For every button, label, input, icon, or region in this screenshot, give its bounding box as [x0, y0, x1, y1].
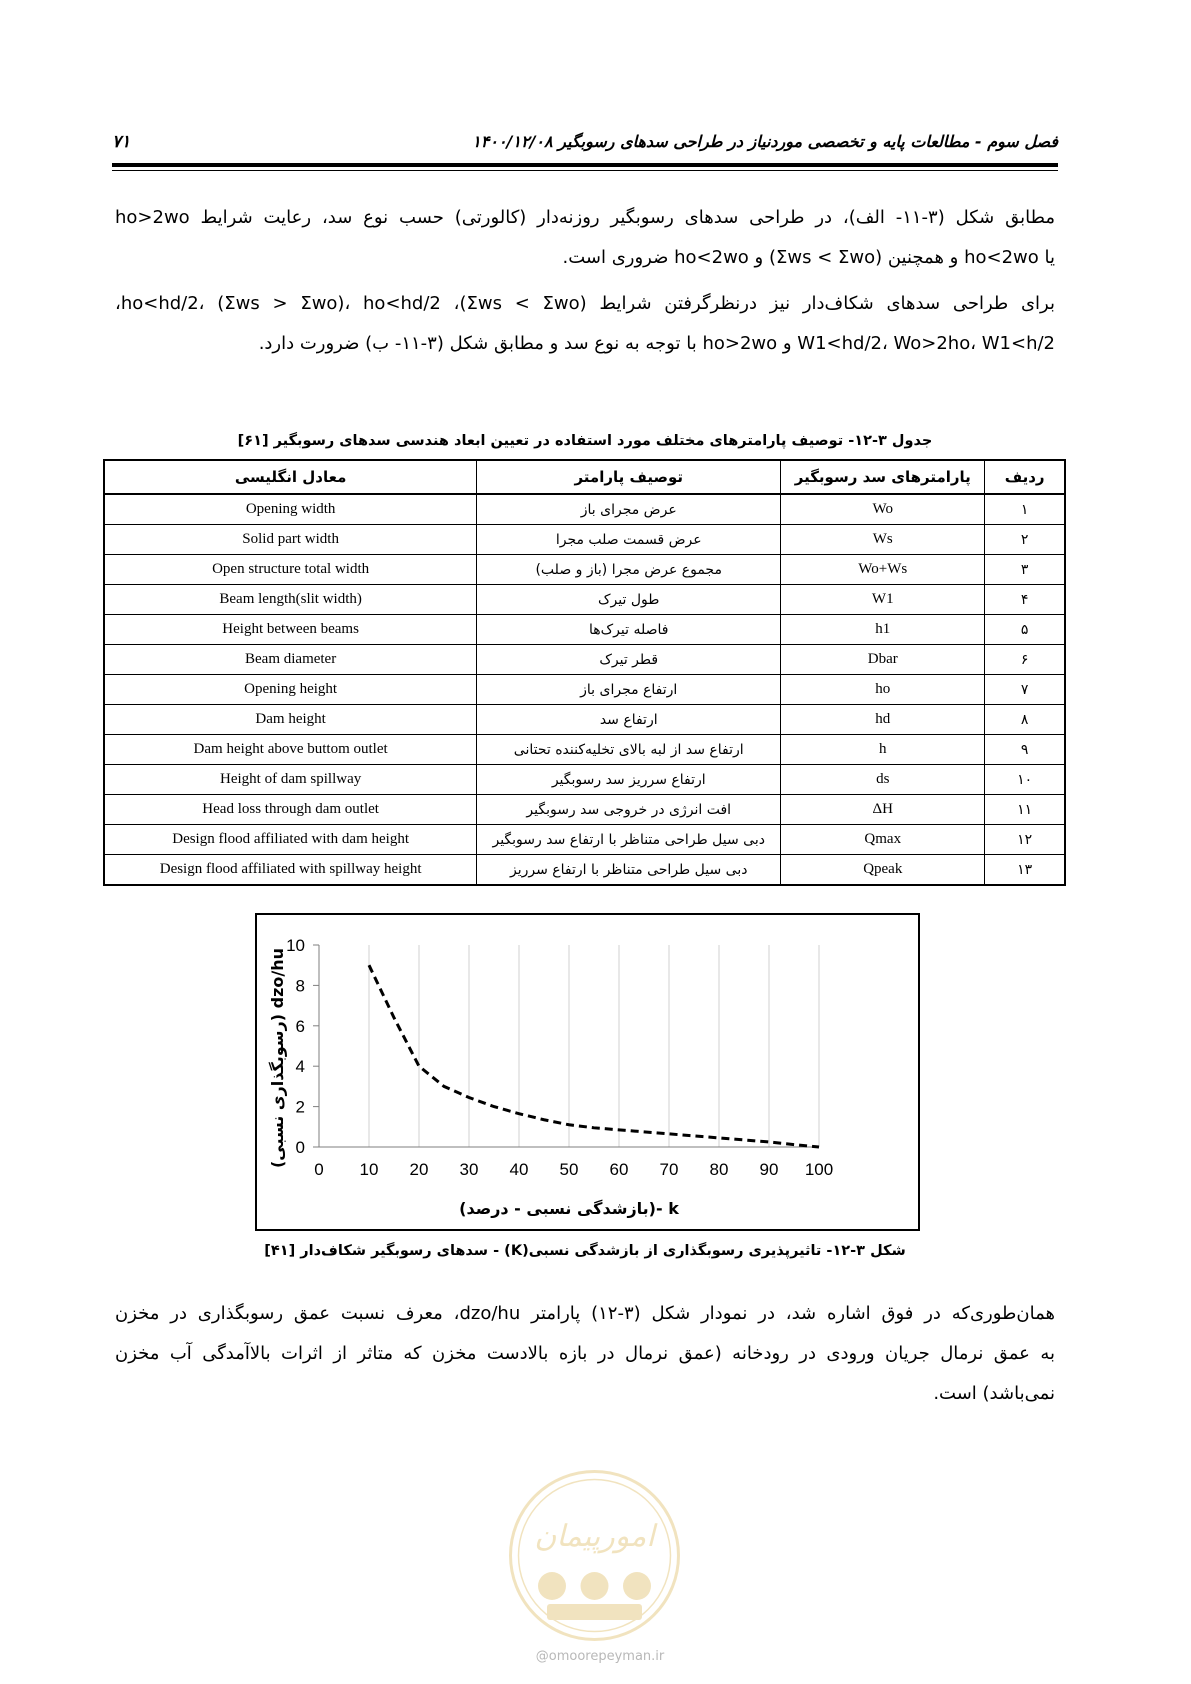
row-number-cell: ۲: [985, 525, 1065, 555]
header-rule-thin: [112, 170, 1058, 171]
header-title: فصل سوم - مطالعات پایه و تخصصی موردنیاز در طراحی سدهای رسوبگیر ۱۴۰۰/۱۲/۰۸: [472, 132, 1058, 151]
x-axis-label: k -(بازشدگی نسبی - درصد): [459, 1199, 679, 1218]
x-tick-label: 60: [609, 1160, 629, 1179]
x-tick-label: 80: [709, 1160, 729, 1179]
english-name-cell: Dam height above buttom outlet: [104, 735, 477, 765]
english-name-cell: Height of dam spillway: [104, 765, 477, 795]
x-tick-label: 50: [559, 1160, 579, 1179]
description-cell: ارتفاع مجرای باز: [477, 675, 781, 705]
row-number-cell: ۴: [985, 585, 1065, 615]
relative-deposition-chart: [257, 915, 918, 1229]
english-name-cell: Head loss through dam outlet: [104, 795, 477, 825]
paragraph-line: نمی‌باشد) است.: [933, 1383, 1055, 1404]
table-row: [104, 675, 1065, 705]
description-cell: مجموع عرض مجرا (باز و صلب): [477, 555, 781, 585]
description-cell: ارتفاع سد از لبه بالای تخلیه‌کننده تحتانی: [477, 735, 781, 765]
parameter-symbol-cell: ΔH: [781, 795, 985, 825]
header-parameter: پارامترهای سد رسوبگیر: [781, 460, 985, 494]
table-row: [104, 765, 1065, 795]
english-name-cell: Opening height: [104, 675, 477, 705]
parameter-symbol-cell: Dbar: [781, 645, 985, 675]
parameter-symbol-cell: Wo+Ws: [781, 555, 985, 585]
english-name-cell: Opening width: [104, 494, 477, 525]
row-number-cell: ۱۳: [985, 855, 1065, 886]
y-tick-label: 0: [295, 1138, 305, 1157]
header-description: توصیف پارامتر: [477, 460, 781, 494]
table-row: [104, 705, 1065, 735]
page-number: ۷۱: [112, 132, 131, 152]
description-cell: عرض مجرای باز: [477, 494, 781, 525]
table-row: [104, 555, 1065, 585]
table-row: [104, 795, 1065, 825]
table-row: [104, 645, 1065, 675]
description-cell: دبی سیل طراحی متناظر با ارتفاع سد رسوبگیر: [477, 825, 781, 855]
watermark-url: @omoorepeyman.ir: [535, 1649, 665, 1664]
x-tick-label: 40: [509, 1160, 529, 1179]
parameter-symbol-cell: ho: [781, 675, 985, 705]
parameter-symbol-cell: W1: [781, 585, 985, 615]
table-header-row: [104, 460, 1065, 494]
row-number-cell: ۱۱: [985, 795, 1065, 825]
english-name-cell: Design flood affiliated with spillway height: [104, 855, 477, 886]
parameter-symbol-cell: hd: [781, 705, 985, 735]
paragraph-1: [115, 198, 1055, 278]
row-number-cell: ۸: [985, 705, 1065, 735]
paragraph-line: برای طراحی سدهای شکاف‌دار نیز درنظرگرفتن شرایط (Σws < Σwo)، ho<hd/2، (Σws > Σwo)، ho<hd/2،: [115, 293, 1056, 314]
paragraph-2: [115, 284, 1055, 364]
table-row: [104, 585, 1065, 615]
y-tick-label: 4: [295, 1057, 305, 1077]
parameters-table: [103, 459, 1066, 886]
parameter-symbol-cell: Qpeak: [781, 855, 985, 886]
row-number-cell: ۱: [985, 494, 1065, 525]
description-cell: افت انرژی در خروجی سد رسوبگیر: [477, 795, 781, 825]
english-name-cell: Solid part width: [104, 525, 477, 555]
row-number-cell: ۹: [985, 735, 1065, 765]
row-number-cell: ۳: [985, 555, 1065, 585]
header-row-number: ردیف: [985, 460, 1065, 494]
x-tick-label: 10: [359, 1160, 379, 1179]
watermark-logo: [507, 1468, 682, 1643]
header-english: معادل انگلیسی: [104, 460, 477, 494]
header-rule-thick: [112, 163, 1058, 167]
y-axis-label: dzo/hu (رسوبگذاری نسبی): [268, 947, 287, 1169]
row-number-cell: ۶: [985, 645, 1065, 675]
parameter-symbol-cell: Wo: [781, 494, 985, 525]
description-cell: طول تیرک: [477, 585, 781, 615]
description-cell: ارتفاع سرریز سد رسوبگیر: [477, 765, 781, 795]
x-tick-label: 0: [314, 1160, 324, 1179]
description-cell: عرض قسمت صلب مجرا: [477, 525, 781, 555]
y-tick-label: 6: [295, 1016, 305, 1036]
table-caption: جدول ۳-۱۲- توصیف پارامترهای مختلف مورد استفاده در تعیین ابعاد هندسی سدهای رسوبگیر [۶۱]: [237, 433, 933, 449]
english-name-cell: Beam length(slit width): [104, 585, 477, 615]
table-row: [104, 855, 1065, 886]
description-cell: دبی سیل طراحی متناظر با ارتفاع سرریز: [477, 855, 781, 886]
english-name-cell: Beam diameter: [104, 645, 477, 675]
x-tick-label: 70: [659, 1160, 679, 1179]
paragraph-line: همان‌طوری‌که در فوق اشاره شد، در نمودار شکل (۳-۱۲) پارامتر dzo/hu، معرف نسبت عمق رسوبگذاری در مخزن: [115, 1303, 1055, 1324]
english-name-cell: Dam height: [104, 705, 477, 735]
table-row: [104, 825, 1065, 855]
table-row: [104, 615, 1065, 645]
y-tick-label: 8: [295, 976, 305, 996]
row-number-cell: ۷: [985, 675, 1065, 705]
figure-caption: شکل ۳-۱۲- تاثیرپذیری رسوبگذاری از بازشدگی نسبی(K) - سدهای رسوبگیر شکاف‌دار [۴۱]: [264, 1243, 906, 1259]
x-tick-label: 100: [804, 1160, 834, 1179]
table-row: [104, 494, 1065, 525]
description-cell: ارتفاع سد: [477, 705, 781, 735]
english-name-cell: Design flood affiliated with dam height: [104, 825, 477, 855]
watermark-text: امورپیمان: [534, 1519, 655, 1554]
parameter-symbol-cell: Qmax: [781, 825, 985, 855]
series-line: [369, 965, 819, 1147]
paragraph-line: مطابق شکل (۳-۱۱- الف)، در طراحی سدهای رسوبگیر روزنه‌دار (کالورتی) حسب نوع سد، رعایت شرایط ho>2wo: [115, 207, 1055, 228]
row-number-cell: ۵: [985, 615, 1065, 645]
row-number-cell: ۱۰: [985, 765, 1065, 795]
paragraph-line: به عمق نرمال جریان ورودی در رودخانه (عمق نرمال در بازه بالادست مخزن که متاثر از اثرات بالاآمدگی آب مخزن: [115, 1343, 1055, 1364]
parameter-symbol-cell: h: [781, 735, 985, 765]
chart-frame: [255, 913, 920, 1231]
x-tick-label: 90: [759, 1160, 779, 1179]
table-row: [104, 735, 1065, 765]
parameter-symbol-cell: h1: [781, 615, 985, 645]
english-name-cell: Height between beams: [104, 615, 477, 645]
paragraph-line: W1<hd/2، Wo>2ho، W1<h/2 و ho>2wo با توجه به نوع سد و مطابق شکل (۳-۱۱- ب) ضرورت دارد.: [258, 333, 1055, 354]
x-tick-label: 30: [459, 1160, 479, 1179]
parameter-symbol-cell: Ws: [781, 525, 985, 555]
y-tick-label: 2: [295, 1097, 305, 1117]
y-tick-label: 10: [286, 936, 305, 955]
page-header: [112, 128, 1058, 156]
parameter-symbol-cell: ds: [781, 765, 985, 795]
x-tick-label: 20: [409, 1160, 429, 1179]
description-cell: قطر تیرک: [477, 645, 781, 675]
table-row: [104, 525, 1065, 555]
paragraph-line: یا ho<2wo و همچنین (Σws < Σwo) و ho<2wo ضروری است.: [562, 247, 1055, 268]
row-number-cell: ۱۲: [985, 825, 1065, 855]
paragraph-3: [115, 1294, 1055, 1414]
description-cell: فاصله تیرک‌ها: [477, 615, 781, 645]
english-name-cell: Open structure total width: [104, 555, 477, 585]
